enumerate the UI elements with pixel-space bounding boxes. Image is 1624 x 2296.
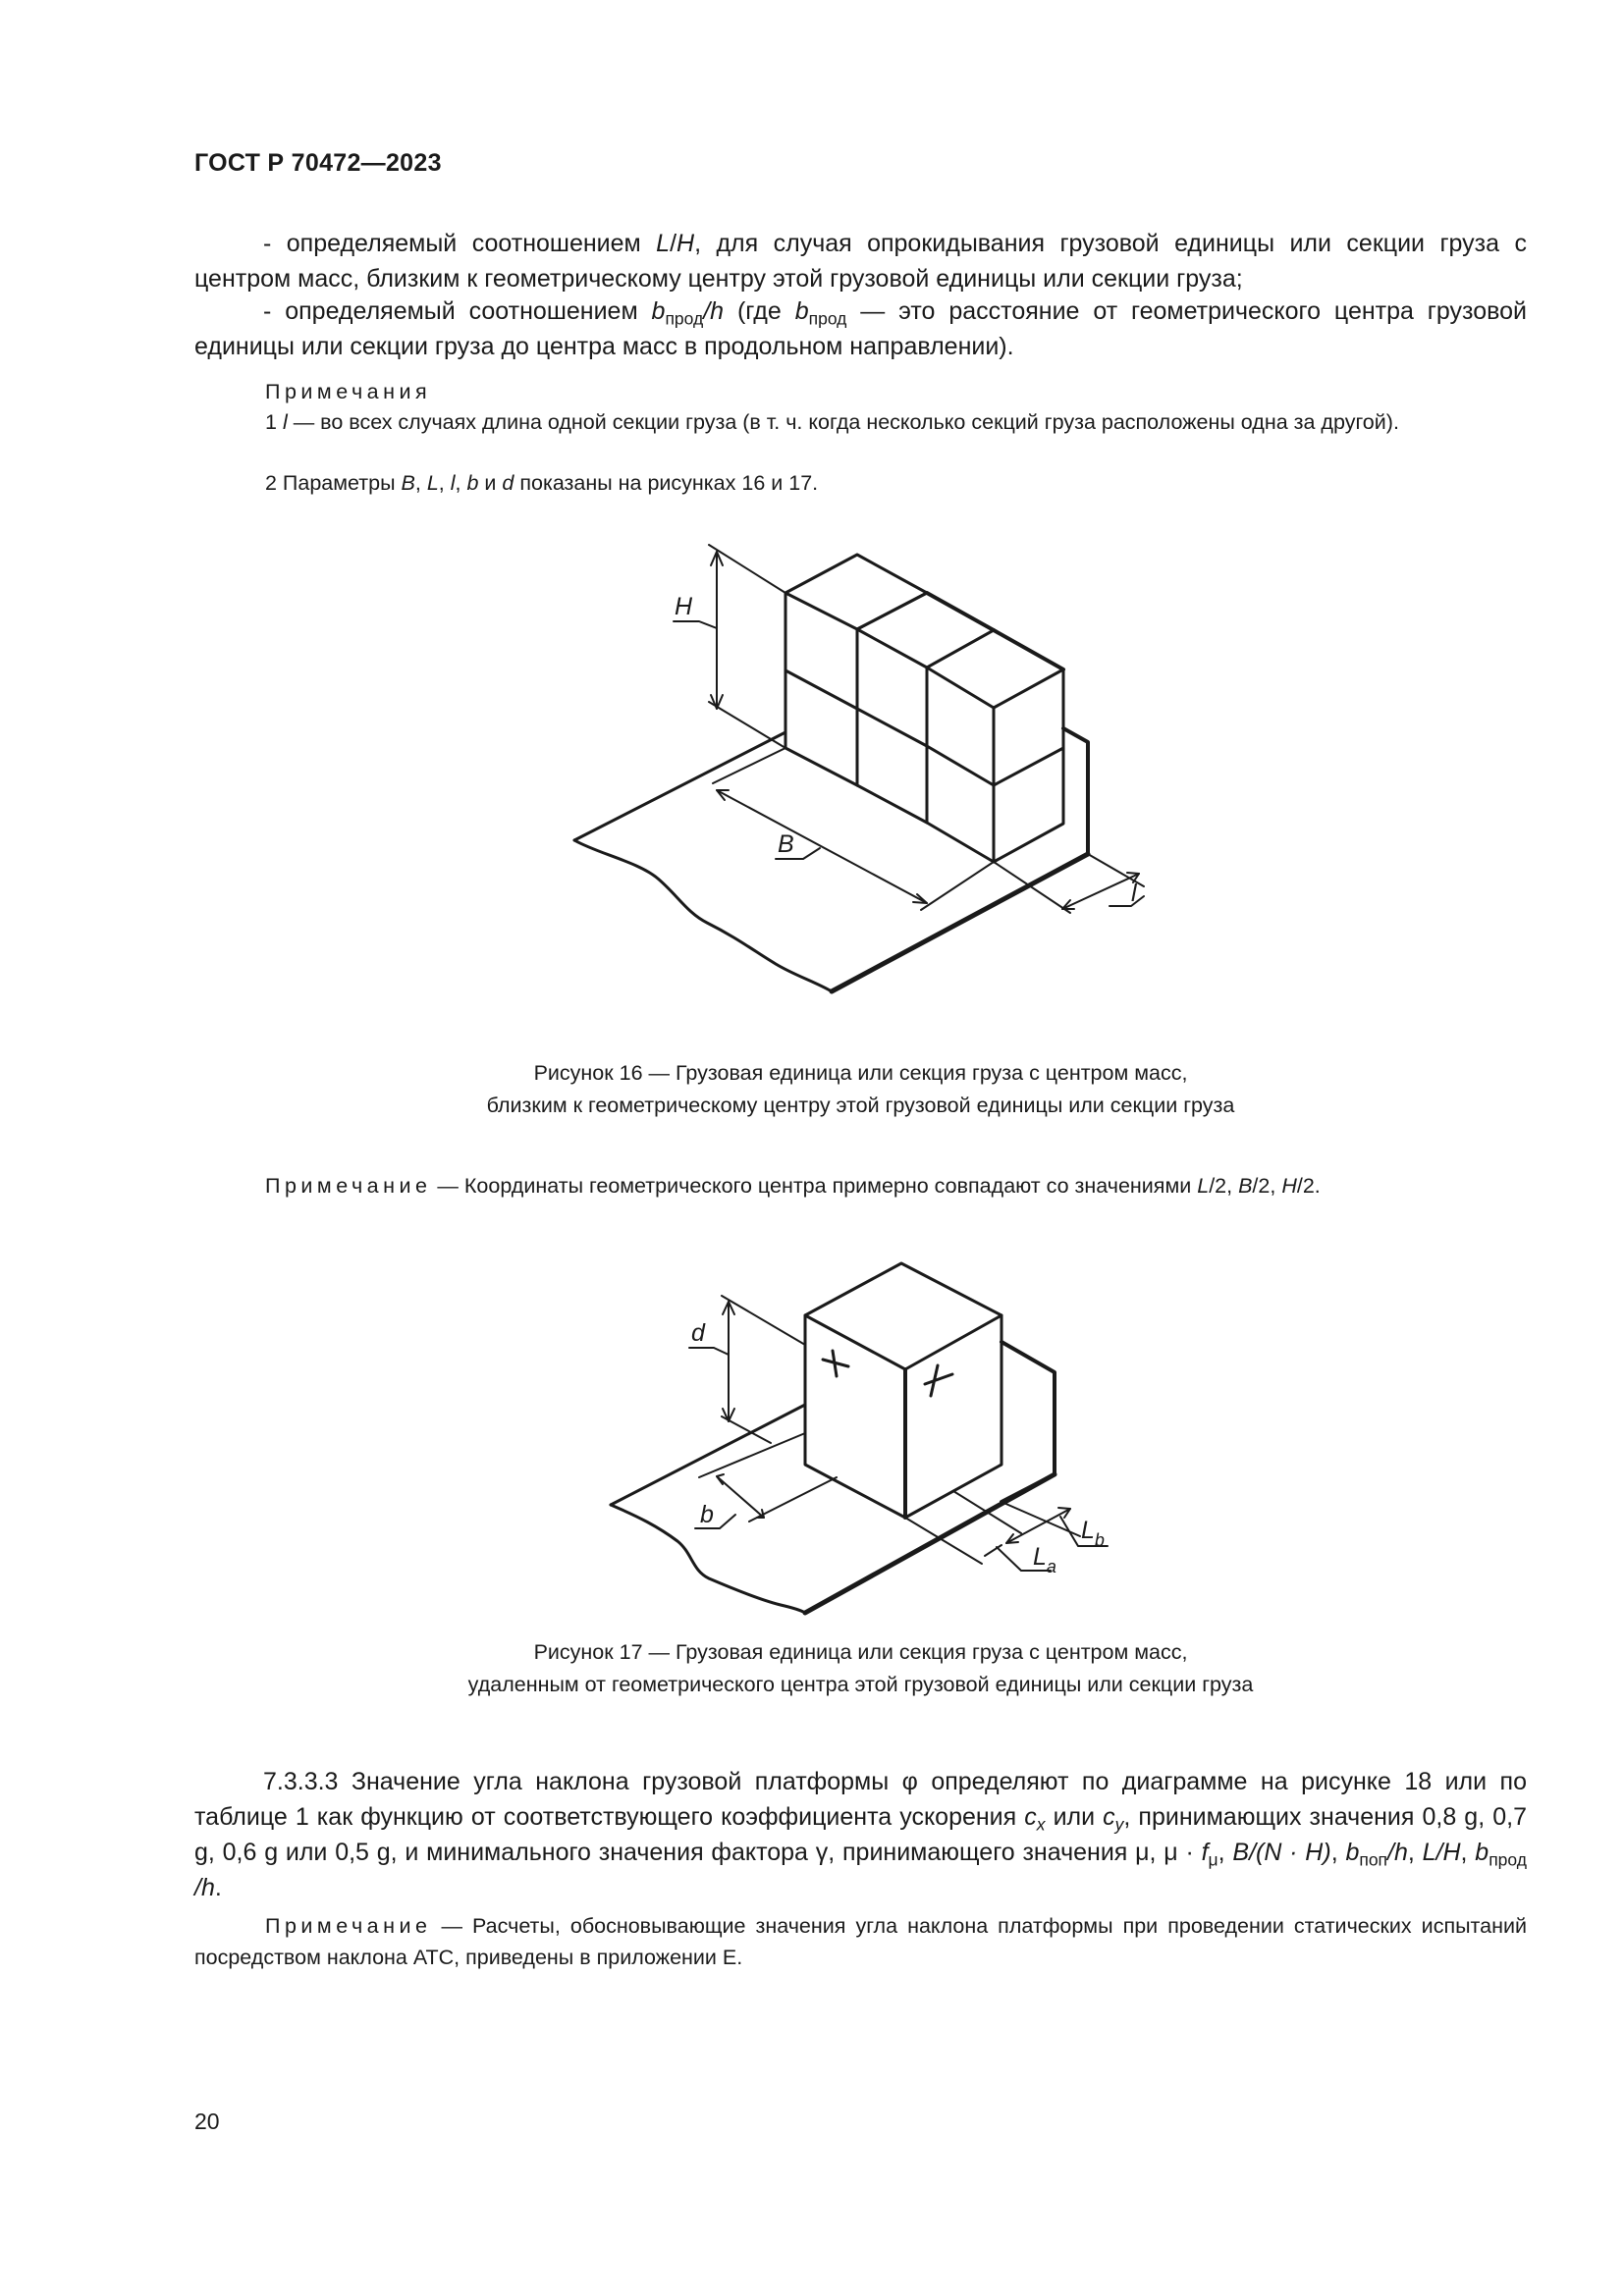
dimension-l-leader — [1110, 896, 1144, 906]
platform-edge-left — [574, 732, 785, 840]
platform-edge-front — [832, 854, 1088, 991]
dimension-H-ext-top — [709, 545, 785, 593]
dimension-B-ext-left — [713, 748, 785, 783]
dimension-d-ext-top — [722, 1296, 805, 1345]
figure-16-caption: Рисунок 16 — Грузовая единица или секция груза с центром масс, близким к геометрическому центру этой грузовой единицы или секции груза — [486, 1061, 1235, 1117]
note-calculations: Примечание — Расчеты, обосновывающие значения угла наклона платформы при проведении статических испытаний посредством наклона АТС, приведены в приложении Е. — [194, 1914, 1527, 1969]
note-2: 2 Параметры B, L, l, b и d показаны на рисунках 16 и 17. — [265, 471, 819, 495]
cargo-block — [805, 1263, 1001, 1518]
note-1: 1 l — во всех случаях длина одной секции груза (в т. ч. когда несколько секций груза расположены одна за другой). — [265, 410, 1399, 434]
back-wall — [1001, 1342, 1055, 1502]
figure-16-diagram — [0, 0, 1624, 1080]
note-coordinates: Примечание — Координаты геометрического центра примерно совпадают со значениями L/2, B/2, H/2. — [265, 1174, 1321, 1198]
paragraph-ratio-bprod: - определяемый соотношением $b_{прод}/h$ (где $b_{прод}$ — это расстояние от геометрического центра грузовой единицы или секции груза до центра масс в продольном направлении). — [194, 297, 1527, 360]
dimension-d-leader — [689, 1348, 729, 1355]
label-La: $L_a$ — [1033, 1543, 1056, 1576]
center-mark-side — [925, 1365, 952, 1396]
paragraph-7-3-3-3: 7.3.3.3 Значение угла наклона грузовой платформы φ определяют по диаграмме на рисунке 18 или по таблице 1 как функцию от соответствующего коэффициента ускорения $c_x$ или $c_y$, принимающих значения 0,8 g, 0,7 g, 0,6 g или 0,5 g, и минимального значения фактора γ, принимающего значения μ, $\mu \cdot f_\mu$, B/(N · H), $b_{поп}/h$, L/H, $b_{прод}$ /h. — [194, 1768, 1527, 1901]
label-l: l — [1131, 880, 1137, 907]
dimension-b-line — [717, 1476, 764, 1518]
dimension-Lb-line — [1006, 1509, 1070, 1543]
label-H: H — [675, 593, 693, 620]
dimension-l-line — [1062, 874, 1139, 909]
dimension-H-ext-bottom — [709, 702, 785, 748]
dimension-b-ext-1 — [699, 1433, 805, 1477]
dimension-B-ext-right — [921, 862, 994, 910]
dimension-La-ext-left — [905, 1518, 982, 1564]
paragraph-ratio-LH: - определяемый соотношением L/H, для случая опрокидывания грузовой единицы или секции груза с центром масс, близким к геометрическому центру этой грузовой единицы или секции груза; — [194, 230, 1527, 293]
document-code-header: ГОСТ Р 70472—2023 — [194, 149, 442, 177]
center-mark-front — [823, 1351, 848, 1376]
platform-wavy-edge — [574, 840, 832, 991]
figure-17-caption: Рисунок 17 — Грузовая единица или секция груза с центром масс, удаленным от геометрического центра этой грузовой единицы или секции груза — [467, 1640, 1254, 1696]
label-b: b — [700, 1501, 714, 1528]
dimension-H-leader — [674, 621, 717, 628]
notes-heading: Примечания — [265, 380, 432, 403]
figure-17-diagram — [0, 1227, 1624, 1649]
label-Lb: $L_b$ — [1081, 1517, 1105, 1550]
platform-edge-left — [611, 1405, 805, 1505]
page-number: 20 — [194, 2109, 220, 2134]
label-d: d — [691, 1319, 705, 1347]
label-B: B — [778, 830, 794, 858]
back-wall — [1063, 728, 1088, 867]
cargo-block-3 — [927, 630, 1063, 862]
